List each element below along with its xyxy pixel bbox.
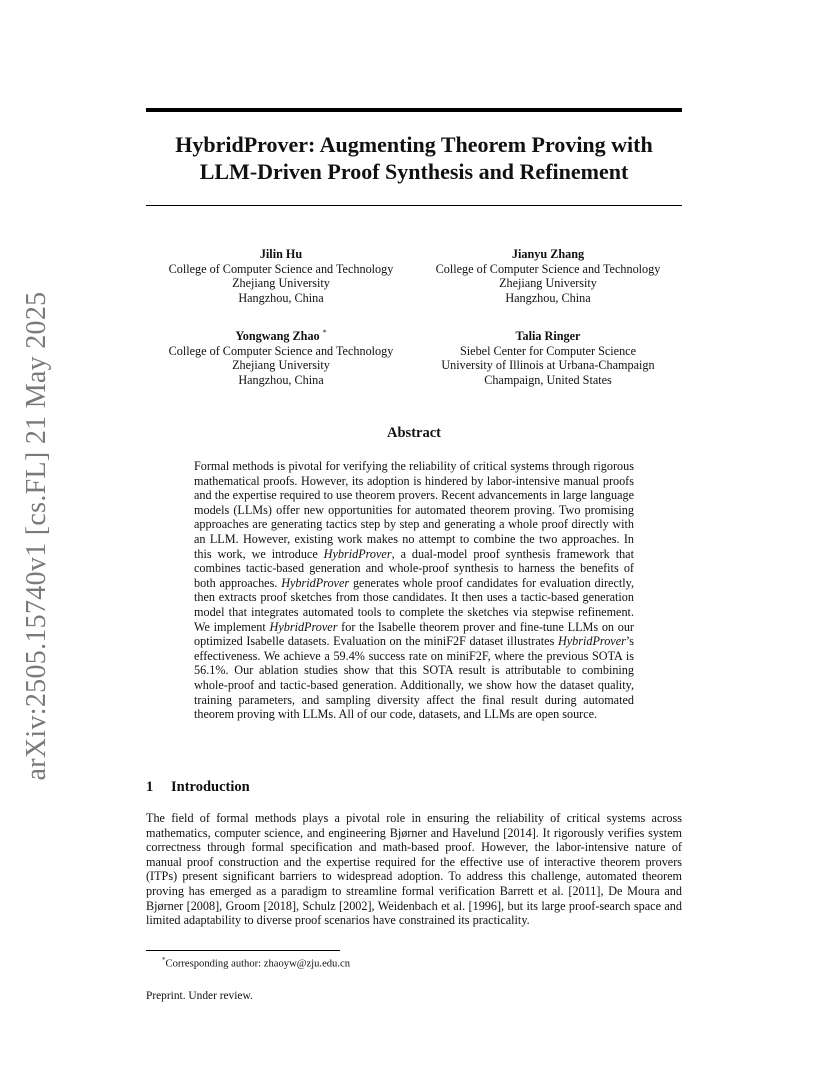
author-affiliation-line: University of Illinois at Urbana-Champaign (441, 358, 655, 373)
author-affiliation-line: Hangzhou, China (238, 372, 324, 387)
author-name: Jianyu Zhang (511, 247, 585, 262)
author-affiliation-line: College of Computer Science and Technology (168, 343, 394, 358)
author-affiliation-line: College of Computer Science and Technology (435, 261, 661, 276)
author-affiliation-line: Hangzhou, China (238, 290, 324, 305)
author-name: Yongwang Zhao * (235, 328, 327, 344)
footnote-marker: * (162, 956, 166, 964)
author-block (410, 244, 686, 305)
author-name: Talia Ringer (515, 329, 581, 344)
footnote-text: Corresponding author: zhaoyw@zju.edu.cn (165, 958, 351, 970)
author-affiliation-line: Champaign, United States (484, 372, 612, 387)
author-affiliation-line: College of Computer Science and Technology (168, 261, 394, 276)
author-affiliation-line: Siebel Center for Computer Science (460, 343, 636, 358)
author-affiliation-line: Hangzhou, China (505, 290, 591, 305)
abstract-heading: Abstract (387, 425, 441, 441)
section-title: Introduction (171, 779, 250, 795)
author-affiliation-line: Zhejiang University (499, 276, 597, 291)
preprint-notice: Preprint. Under review. (146, 990, 253, 1002)
author-name: Jilin Hu (259, 247, 303, 262)
section-heading-introduction (146, 779, 250, 795)
section-number: 1 (146, 779, 154, 795)
paper-title: HybridProver: Augmenting Theorem Proving with LLM-Driven Proof Synthesis and Refinement (175, 132, 653, 184)
author-affiliation-line: Zhejiang University (232, 358, 330, 373)
author-block (140, 244, 422, 305)
footnote (162, 954, 350, 971)
introduction-paragraph: The field of formal methods plays a pivotal role in ensuring the reliability of critical systems across mathematics, computer science, and engineering Bjørner and Havelund [2014]. It rigorously verifies system correctness through formal specification and math-based proof. However, the labor-intensive nature of manual proof construction and the expertise required for the effective use of interactive theorem provers (ITPs) present significant barriers to widespread adoption. To address this challenge, automated theorem proving has emerged as a paradigm to streamline formal verification Barrett et al. [2011], De Moura and Bjørner [2008], Groom [2018], Schulz [2002], Weidenbach et al. [1996], but its large proof-search space and limited adaptability to diverse proof scenarios have constrained its practicality. (146, 811, 682, 928)
title-bottom-rule (146, 205, 682, 206)
arxiv-identifier: arXiv:2505.15740v1 [cs.FL] 21 May 2025 (21, 291, 52, 781)
corresponding-author-marker: * (322, 328, 327, 337)
author-block (410, 326, 686, 387)
footnote-rule (146, 950, 340, 951)
abstract-text: Formal methods is pivotal for verifying the reliability of critical systems through rigorous mathematical proofs. However, its adoption is hindered by labor-intensive manual proofs and the expertise required to use theorem provers. Recent advancements in large language models (LLMs) offer new opportunities for automated theorem proving. Two promising approaches are generating tactics step by step and generating a whole proof directly with an LLM. However, existing work makes no attempt to combine the two approaches. In this work, we introduce HybridProver, a dual-model proof synthesis framework that combines tactic-based generation and whole-proof synthesis to harness the benefits of both approaches. HybridProver generates whole proof candidates for evaluation directly, then extracts proof sketches from those candidates. It then uses a tactic-based generation model that integrates automated tools to complete the sketches via stepwise refinement. We implement HybridProver for the Isabelle theorem prover and fine-tune LLMs on our optimized Isabelle datasets. Evaluation on the miniF2F dataset illustrates HybridProver’s effectiveness. We achieve a 59.4% success rate on miniF2F, where the previous SOTA is 56.1%. Our ablation studies show that this SOTA result is attributable to combining whole-proof and tactic-based generation. Additionally, we show how the dataset quality, training parameters, and sampling diversity affect the final result during automated theorem proving with LLMs. All of our code, datasets, and LLMs are open source. (194, 459, 634, 722)
title-top-rule (146, 108, 682, 112)
author-affiliation-line: Zhejiang University (232, 276, 330, 291)
author-block (140, 326, 422, 387)
